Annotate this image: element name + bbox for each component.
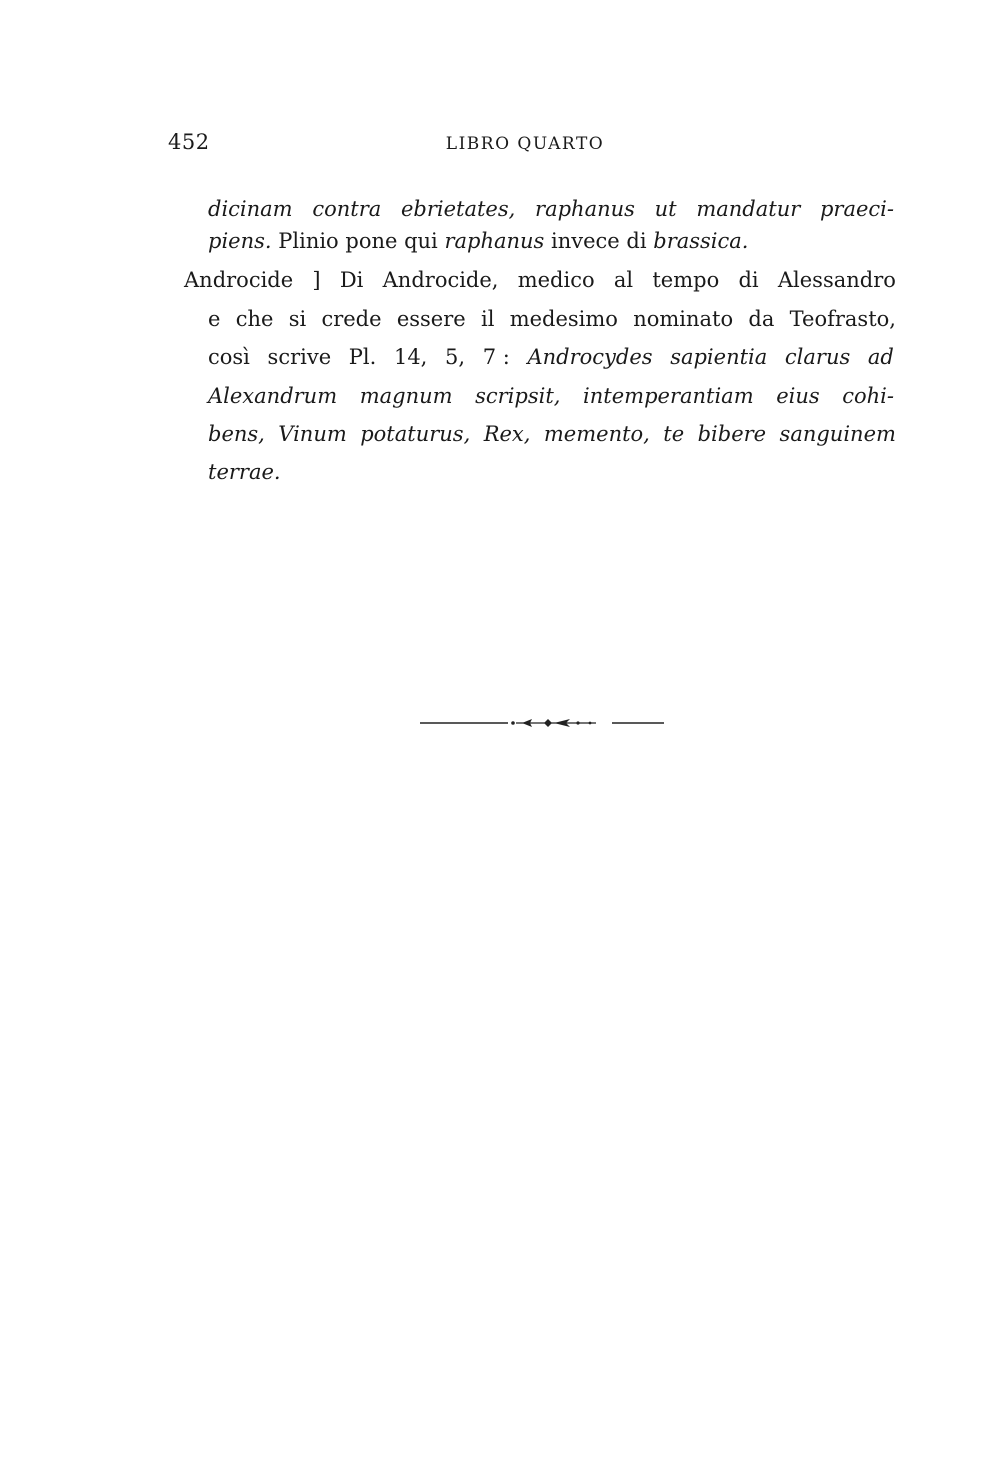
word: crede xyxy=(321,307,382,331)
word: Pl. xyxy=(348,345,377,369)
word: scripsit, xyxy=(475,384,561,408)
word: bens, xyxy=(208,422,265,446)
page-number: 452 xyxy=(168,130,210,154)
word: essere xyxy=(396,307,466,331)
word: dicinam xyxy=(208,197,293,221)
text-line-8 xyxy=(208,459,281,485)
running-head: LIBRO QUARTO xyxy=(445,134,605,154)
word: e xyxy=(208,307,221,331)
word: ut xyxy=(654,197,677,221)
text-run: Plinio pone qui xyxy=(271,229,445,253)
text-line-3 xyxy=(184,267,896,293)
word: praeci- xyxy=(819,197,894,221)
word: Androcydes xyxy=(527,345,653,369)
word: medico xyxy=(517,268,595,292)
word: raphanus xyxy=(444,229,545,253)
word: medesimo xyxy=(509,307,618,331)
word: Alexandrum xyxy=(208,384,338,408)
word: Rex, xyxy=(483,422,531,446)
word: memento, xyxy=(543,422,650,446)
text-line-6 xyxy=(208,383,894,409)
word: sapientia xyxy=(670,345,768,369)
text-line-7 xyxy=(208,421,896,447)
ornament-dot xyxy=(576,721,579,724)
word: bibere xyxy=(697,422,767,446)
bracket: ] xyxy=(312,268,321,292)
ornament-diamond xyxy=(544,719,552,727)
word: cohi- xyxy=(842,384,894,408)
text-line-2 xyxy=(208,228,748,254)
ornament-dot xyxy=(511,721,515,725)
word: 7 : xyxy=(482,345,510,369)
word: clarus xyxy=(784,345,851,369)
word: nominato xyxy=(633,307,734,331)
lemma: Androcide xyxy=(184,268,294,292)
word: piens. xyxy=(208,229,272,253)
word: mandatur xyxy=(696,197,801,221)
text-line-5 xyxy=(208,344,894,370)
word: intemperantiam xyxy=(583,384,754,408)
word: raphanus xyxy=(535,197,635,221)
word: di xyxy=(738,268,759,292)
word: terrae. xyxy=(208,460,281,484)
end-ornament xyxy=(420,716,664,730)
word: il xyxy=(480,307,495,331)
word: 5, xyxy=(445,345,466,369)
word: Teofrasto, xyxy=(789,307,896,331)
word: tempo xyxy=(652,268,720,292)
word: brassica. xyxy=(653,229,749,253)
word: Androcide, xyxy=(382,268,499,292)
word: magnum xyxy=(359,384,453,408)
word: Vinum xyxy=(278,422,347,446)
text-line-4 xyxy=(208,306,896,332)
word: 14, xyxy=(393,345,428,369)
word: eius xyxy=(776,384,820,408)
word: contra xyxy=(312,197,382,221)
word: che xyxy=(235,307,274,331)
text-line-1 xyxy=(208,196,894,222)
word: Di xyxy=(339,268,364,292)
ornament-dot xyxy=(589,722,592,725)
word: te xyxy=(663,422,685,446)
word: ebrietates, xyxy=(400,197,516,221)
word: potaturus, xyxy=(360,422,471,446)
word: si xyxy=(288,307,307,331)
word: scrive xyxy=(267,345,332,369)
word: così xyxy=(208,345,250,369)
word: Alessandro xyxy=(777,268,896,292)
text-run: invece di xyxy=(544,229,654,253)
word: al xyxy=(613,268,634,292)
word: sanguinem xyxy=(779,422,896,446)
word: ad xyxy=(867,345,894,369)
word: da xyxy=(748,307,775,331)
